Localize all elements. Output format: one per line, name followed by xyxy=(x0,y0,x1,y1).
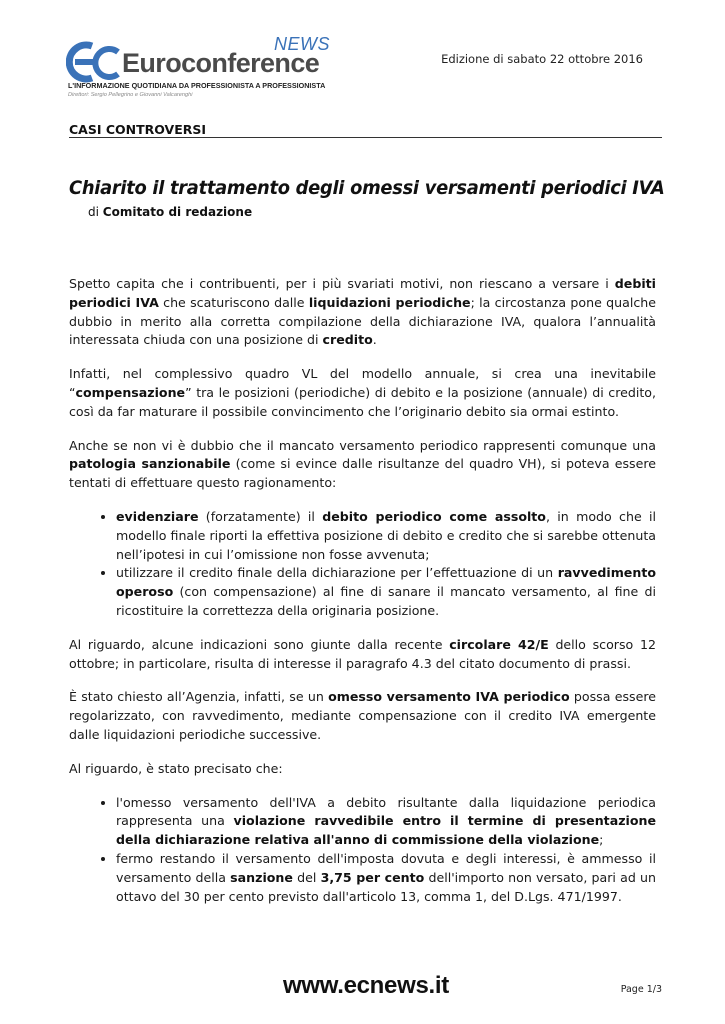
page-number: Page 1/3 xyxy=(620,984,662,995)
logo xyxy=(66,34,330,100)
paragraph-5 xyxy=(69,688,656,744)
bold-text: credito xyxy=(322,332,373,348)
logo-brand-name: Euroconference xyxy=(122,48,320,78)
text: l'omesso versamento dell'IVA a debito risultante dalla liquidazione periodica rappresenta una xyxy=(116,794,656,829)
text: Anche se non vi è dubbio che il mancato versamento periodico rappresenti comunque una xyxy=(69,437,656,453)
list-item xyxy=(116,508,656,564)
text: che scaturiscono dalle xyxy=(158,294,309,310)
text: , in modo che il modello finale riporti la effettiva posizione di debito e credito che si sarebbe ottenuta nell’ipotesi in cui l’omissione non fosse avvenuta; xyxy=(116,508,657,562)
paragraph-3 xyxy=(69,437,656,493)
bold-text: violazione ravvedibile entro il termine di presentazione della dichiarazione relativa all'anno di commissione della violazione xyxy=(116,813,656,848)
bold-text: evidenziare xyxy=(116,508,199,524)
text: utilizzare il credito finale della dichiarazione per l’effettuazione di un xyxy=(116,565,558,581)
list-item xyxy=(116,850,656,906)
text: Infatti, nel complessivo quadro VL del modello annuale, si crea una inevitabile “ xyxy=(69,366,656,400)
bold-text: sanzione xyxy=(230,869,293,885)
bold-text: debiti periodici IVA xyxy=(69,276,656,310)
bold-text: liquidazioni periodiche xyxy=(308,294,471,310)
footer-website-link[interactable]: www.ecnews.it xyxy=(283,972,449,999)
article-byline xyxy=(88,205,252,219)
bullet-list-1 xyxy=(69,508,656,621)
list-item xyxy=(116,564,656,620)
bold-text: circolare 42/E xyxy=(449,636,549,652)
text: Spetto capita che i contribuenti, per i più svariati motivi, non riescano a versare i xyxy=(69,276,615,291)
section-label: CASI CONTROVERSI xyxy=(69,122,207,137)
text: possa essere regolarizzato, con ravvedimento, mediante compensazione con il credito IVA emergente dalle liquidazioni periodiche successive. xyxy=(69,689,656,742)
text: . xyxy=(372,332,377,348)
text: fermo restando il versamento dell'imposta dovuta e degli interessi, è ammesso il versamento della xyxy=(116,850,656,885)
logo-directors: Direttori: Sergio Pellegrino e Giovanni Valcarenghi xyxy=(68,92,193,98)
article-body xyxy=(69,275,656,921)
bold-text: debito periodico come assolto xyxy=(322,508,546,524)
edition-date: Edizione di sabato 22 ottobre 2016 xyxy=(441,52,643,66)
byline-author: Comitato di redazione xyxy=(102,205,253,219)
text: (con compensazione) al fine di sanare il mancato versamento, al fine di ricostituire la correttezza della originaria posizione. xyxy=(116,584,656,618)
text: ” tra le posizioni (periodiche) di debito e la posizione (annuale) di credito, così da far maturare il possibile convincimento che l’originario debito sia ormai estinto. xyxy=(69,384,656,419)
text: dell'importo non versato, pari ad un ottavo del 30 per cento previsto dall'articolo 13, comma 1, del D.Lgs. 471/1997. xyxy=(116,869,657,904)
bold-text: 3,75 per cento xyxy=(320,869,425,885)
text: (forzatamente) il xyxy=(198,508,323,524)
text: Al riguardo, alcune indicazioni sono giunte dalla recente xyxy=(69,636,450,652)
text: ; la circostanza pone qualche dubbio in merito alla corretta compilazione della dichiarazione IVA, qualora l’annualità interessata chiuda con una posizione di xyxy=(69,294,656,348)
bold-text: omesso versamento IVA periodico xyxy=(328,689,570,705)
paragraph-4 xyxy=(69,636,656,674)
section-divider xyxy=(69,137,662,138)
text: ; xyxy=(599,832,604,848)
bold-text: compensazione xyxy=(75,384,186,400)
article-title: Chiarito il trattamento degli omessi versamenti periodici IVA xyxy=(69,177,665,199)
paragraph-1 xyxy=(69,275,656,350)
text: (come si evince dalle risultanze del quadro VH), si poteva essere tentati di effettuare questo ragionamento: xyxy=(69,456,656,491)
paragraph-6: Al riguardo, è stato precisato che: xyxy=(69,760,283,776)
text: È stato chiesto all’Agenzia, infatti, se un xyxy=(69,689,329,705)
bold-text: ravvedimento operoso xyxy=(116,565,656,600)
text: del xyxy=(292,869,321,885)
text: dello scorso 12 ottobre; in particolare, risulta di interesse il paragrafo 4.3 del citato documento di prassi. xyxy=(69,636,656,671)
logo-tagline: L'INFORMAZIONE QUOTIDIANA DA PROFESSIONISTA A PROFESSIONISTA xyxy=(68,81,326,90)
paragraph-2 xyxy=(69,365,656,421)
list-item xyxy=(116,794,656,850)
byline-prefix: di xyxy=(88,205,99,219)
bold-text: patologia sanzionabile xyxy=(69,456,231,472)
bullet-list-2 xyxy=(69,794,656,907)
logo-news-label: NEWS xyxy=(274,34,330,54)
ec-logo-icon xyxy=(66,38,124,86)
